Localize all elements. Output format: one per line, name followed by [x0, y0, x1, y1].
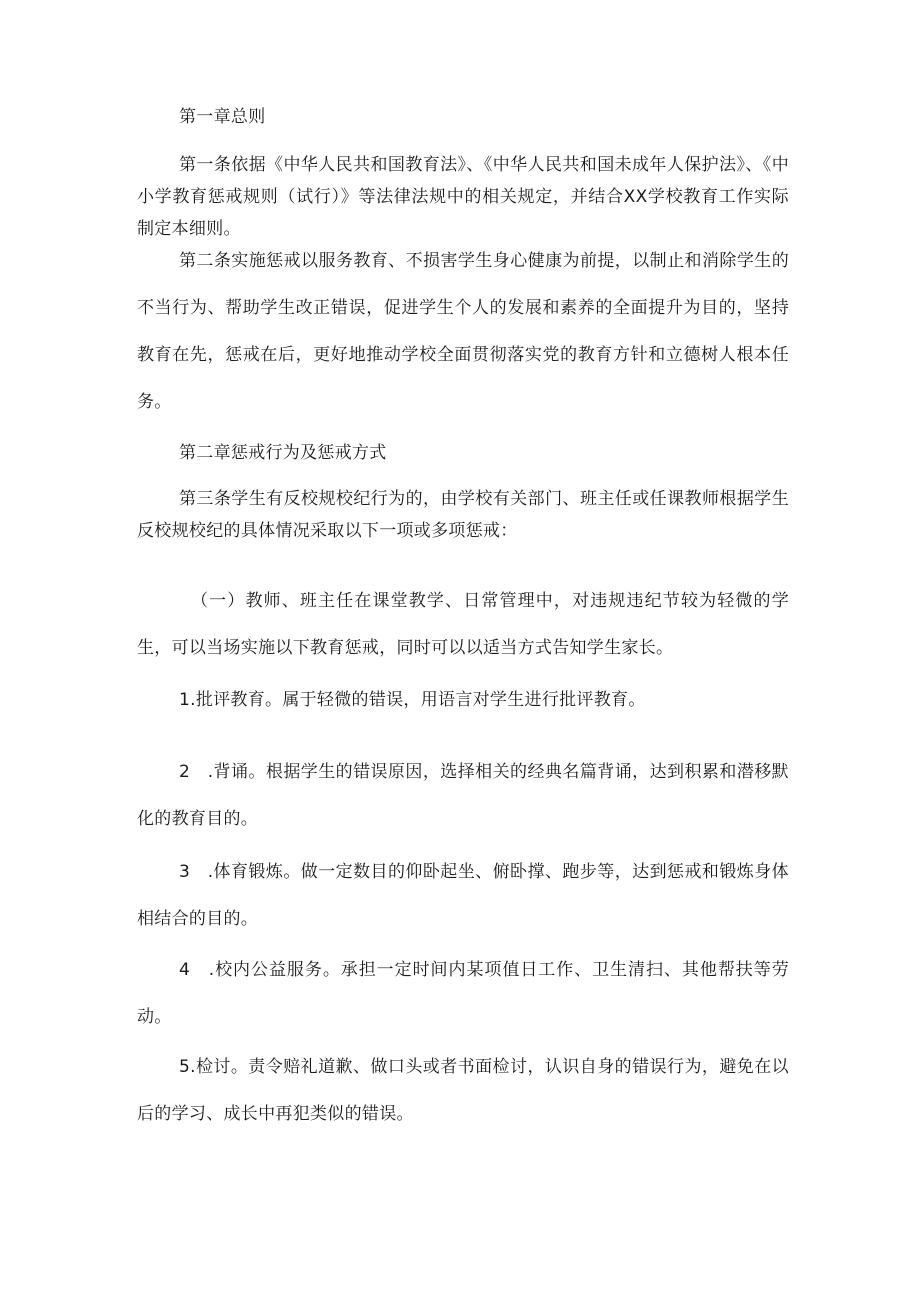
chapter2-heading: 第二章惩戒行为及惩戒方式	[179, 443, 387, 463]
list-item-5: 5.检讨。责令赔礼道歉、做口头或者书面检讨，认识自身的错误行为，避免在以后的学习、成长中再犯类似的错误。	[137, 1057, 789, 1124]
list-item-2: 2 .背诵。根据学生的错误原因，选择相关的经典名篇背诵，达到积累和潜移默化的教育目的。	[137, 762, 789, 829]
list-item-3: 3 .体育锻炼。做一定数目的仰卧起坐、俯卧撑、跑步等，达到惩戒和锻炼身体相结合的目的。	[137, 862, 789, 929]
chapter1-heading: 第一章总则	[179, 107, 266, 127]
list-item-1: 1.批评教育。属于轻微的错误，用语言对学生进行批评教育。	[179, 690, 646, 710]
article-3: 第三条学生有反校规校纪行为的，由学校有关部门、班主任或任课教师根据学生反校规校纪的具体情况采取以下一项或多项惩戒：	[137, 489, 789, 541]
clause-1: （一）教师、班主任在课堂教学、日常管理中，对违规违纪节较为轻微的学生，可以当场实施以下教育惩戒，同时可以以适当方式告知学生家长。	[137, 591, 789, 658]
list-item-4: 4 .校内公益服务。承担一定时间内某项值日工作、卫生清扫、其他帮扶等劳动。	[137, 960, 789, 1027]
article-1: 第一条依据《中华人民共和国教育法》、《中华人民共和国未成年人保护法》、《中小学教育惩戒规则（试行）》等法律法规中的相关规定，并结合XX学校教育工作实际制定本细则。	[137, 155, 789, 239]
article-2: 第二条实施惩戒以服务教育、不损害学生身心健康为前提，以制止和消除学生的不当行为、帮助学生改正错误，促进学生个人的发展和素养的全面提升为目的，坚持教育在先，惩戒在后，更好地推动学校全面贯彻落实党的教育方针和立德树人根本任务。	[137, 251, 789, 412]
